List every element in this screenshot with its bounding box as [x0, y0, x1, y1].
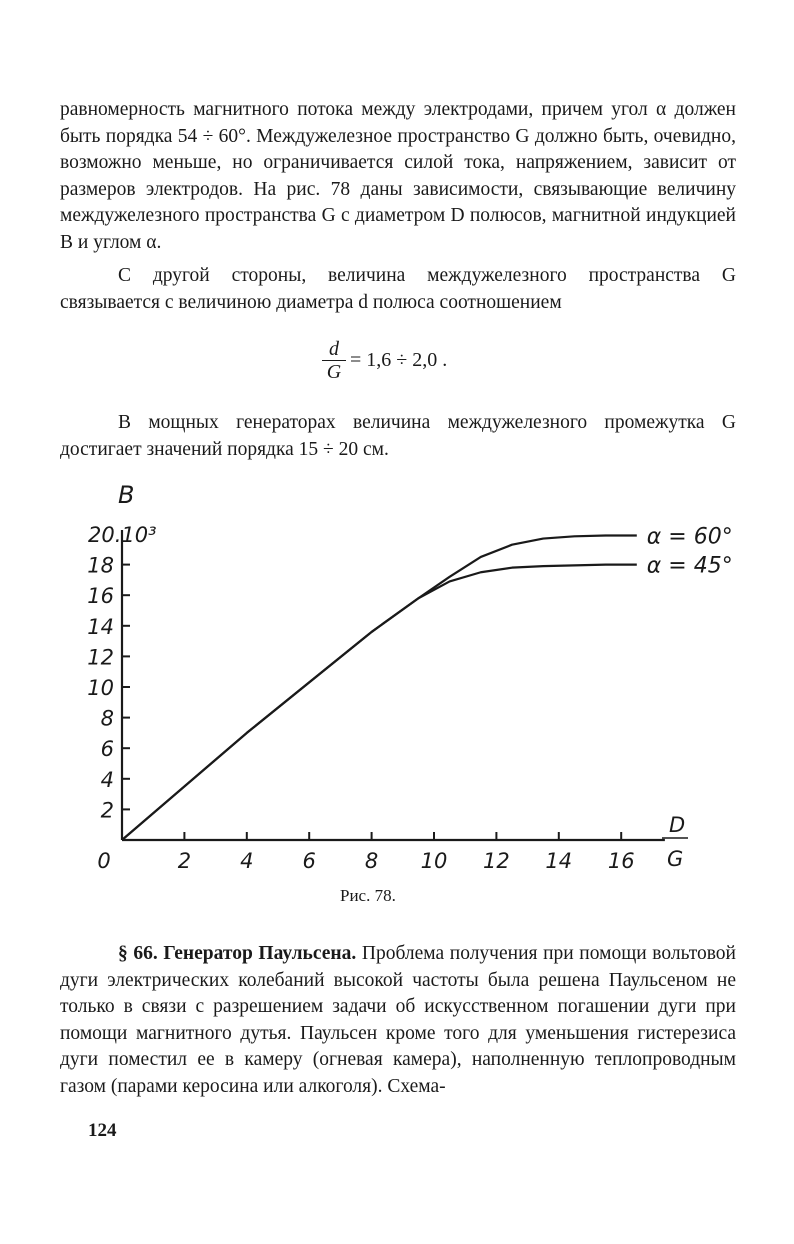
y-tick-label: 12 [87, 645, 114, 670]
paragraph-1: равномерность магнитного потока между электродами, причем угол α должен быть порядка 54 ÷ 60°. Междужелезное пространство G должно быть, очевидно, возможно меньше, но ограничивается силой тока, напряжением, зависит от размеров электродов. На рис. 78 даны зависимости, связывающие величину междужелезного пространства G с диаметром D полюсов, магнитной индукцией B и углом α. [60, 99, 736, 253]
paragraph-3: В мощных генераторах величина междужелезного промежутка G достигает значений порядка 15 ÷ 20 см. [60, 412, 736, 460]
y-tick-label: 10 [87, 676, 114, 700]
x-tick-label: 0 [97, 849, 111, 873]
chart-labels [87, 481, 732, 873]
y-tick-label: 14 [87, 614, 114, 639]
x-axis-title-bottom: G [667, 847, 684, 871]
x-tick-label: 12 [483, 849, 510, 873]
paragraph-4-body: Проблема получения при помощи вольтовой дуги электрических колебаний высокой частоты была решена Паульсеном не только в связи с разрешением задачи об искусственном погашении дуги при помощи магнитного дутья. Паульсен кроме того для уменьшения гистерезиса дуги поместил ее в камеру (огневая камера), наполненную теплопроводным газом (парами керосина или алкоголя). Схема- [60, 943, 736, 1097]
x-tick-label: 6 [302, 849, 316, 873]
chart-axes [122, 530, 688, 840]
x-tick-label: 2 [177, 849, 192, 873]
section-heading: § 66. Генератор Паульсена. [118, 943, 357, 964]
x-tick-label: 8 [364, 849, 379, 873]
y-tick-label: 16 [87, 584, 114, 609]
y-tick-label: 2 [100, 798, 114, 823]
y-tick-label: 18 [87, 553, 114, 578]
x-tick-label: 10 [420, 849, 448, 873]
x-axis-title-top: D [669, 813, 686, 837]
series-label: α = 60° [646, 524, 733, 550]
y-axis-title: B [118, 481, 135, 509]
series-line [122, 565, 637, 840]
formula-denominator: G [326, 361, 342, 383]
series-label: α = 45° [646, 553, 733, 579]
paragraph-2: С другой стороны, величина междужелезного пространства G связывается с величиною диаметра d полюса соотношением [60, 265, 736, 313]
figure-78-chart [0, 470, 794, 900]
x-tick-label: 4 [240, 849, 254, 873]
paragraph-4 [60, 941, 736, 1100]
y-tick-label: 4 [100, 767, 114, 792]
formula [322, 338, 447, 383]
page-number: 124 [88, 1120, 117, 1141]
formula-numerator: d [329, 338, 339, 360]
y-tick-label: 6 [100, 737, 114, 762]
formula-fraction [322, 338, 346, 383]
y-tick-label: 8 [100, 706, 114, 731]
x-tick-label: 16 [607, 849, 635, 873]
series-line [122, 536, 637, 840]
figure-caption: Рис. 78. [340, 886, 396, 905]
x-tick-label: 14 [545, 849, 573, 873]
chart-series [122, 536, 637, 840]
y-top-label: 20.10³ [88, 523, 157, 547]
formula-rhs: = 1,6 ÷ 2,0 . [350, 349, 448, 371]
